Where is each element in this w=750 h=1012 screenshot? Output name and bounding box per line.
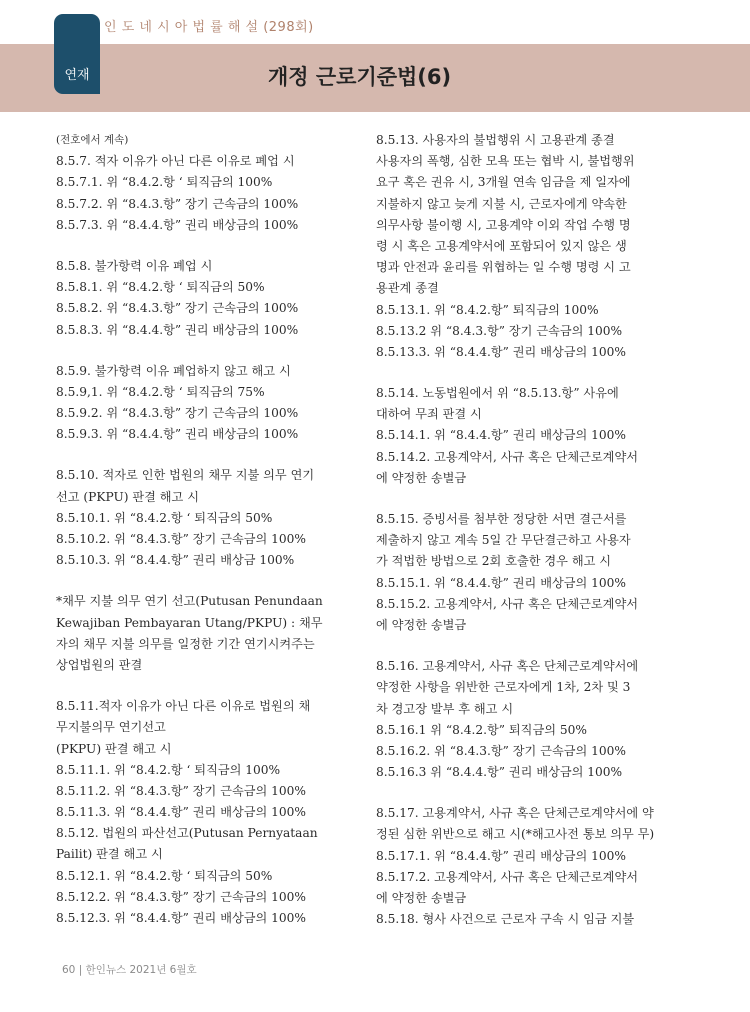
text-line: 8.5.15.2. 고용계약서, 사규 혹은 단체근로계약서 bbox=[376, 596, 639, 611]
text-line: 8.5.10.3. 위 “8.4.4.항” 권리 배상금 100% bbox=[56, 553, 295, 568]
left-column bbox=[56, 130, 348, 929]
text-line: 8.5.17.1. 위 “8.4.4.항” 권리 배상금의 100% bbox=[376, 848, 627, 863]
text-line: 8.5.13.1. 위 “8.4.2.항” 퇴직금의 100% bbox=[376, 302, 599, 317]
text-line: 8.5.9,1. 위 “8.4.2.항 ‘ 퇴직금의 75% bbox=[56, 384, 265, 399]
right-column bbox=[376, 130, 672, 930]
text-line: 8.5.14.1. 위 “8.4.4.항” 권리 배상금의 100% bbox=[376, 428, 627, 443]
text-line: 8.5.13. 사용자의 불법행위 시 고용관계 종결 bbox=[376, 133, 615, 147]
text-line: *채무 지불 의무 연기 선고(Putusan Penundaan bbox=[56, 594, 323, 609]
text-line: 8.5.12.2. 위 “8.4.3.항” 장기 근속금의 100% bbox=[56, 889, 307, 904]
text-line: 용관계 종결 bbox=[376, 281, 439, 296]
text-line: 8.5.17. 고용계약서, 사규 혹은 단체근로계약서에 약 bbox=[376, 806, 654, 821]
text-line: 요구 혹은 권유 시, 3개월 연속 임금을 제 일자에 bbox=[376, 175, 631, 190]
text-line: Pailit) 판결 해고 시 bbox=[56, 847, 163, 862]
text-line: 약정한 사항을 위반한 근로자에게 1차, 2차 및 3 bbox=[376, 680, 631, 695]
text-line: 의무사항 불이행 시, 고용계약 이외 작업 수행 명 bbox=[376, 217, 631, 232]
text-line: 8.5.10. 적자로 인한 법원의 채무 지불 의무 연기 bbox=[56, 468, 315, 483]
text-line: 8.5.10.2. 위 “8.4.3.항” 장기 근속금의 100% bbox=[56, 532, 307, 546]
text-line: Kewajiban Pembayaran Utang/PKPU) : 채무 bbox=[56, 615, 323, 630]
text-line: 8.5.12.3. 위 “8.4.4.항” 권리 배상금의 100% bbox=[56, 911, 307, 925]
text-line: 8.5.15. 증빙서를 첨부한 정당한 서면 결근서를 bbox=[376, 512, 627, 526]
text-line: 8.5.12.1. 위 “8.4.2.항 ‘ 퇴직금의 50% bbox=[56, 868, 273, 883]
section-tab-label: 연재 bbox=[64, 68, 90, 83]
text-line: 가 적법한 방법으로 2회 호출한 경우 해고 시 bbox=[376, 554, 612, 569]
paragraph-gap bbox=[376, 489, 672, 509]
text-line: 대하여 무죄 판결 시 bbox=[376, 407, 482, 422]
series-title: 인 도 네 시 아 법 률 해 설 (298회) bbox=[104, 20, 314, 35]
text-line: 8.5.16. 고용계약서, 사규 혹은 단체근로계약서에 bbox=[376, 659, 639, 674]
text-line: 8.5.7.1. 위 “8.4.2.항 ‘ 퇴직금의 100% bbox=[56, 175, 273, 190]
text-line: 8.5.10.1. 위 “8.4.2.항 ‘ 퇴직금의 50% bbox=[56, 510, 273, 525]
text-line: 8.5.8.2. 위 “8.4.3.항” 장기 근속금의 100% bbox=[56, 301, 299, 316]
text-line: 8.5.8.3. 위 “8.4.4.항” 권리 배상금의 100% bbox=[56, 322, 299, 337]
paragraph-gap bbox=[376, 783, 672, 803]
text-line: (PKPU) 판결 해고 시 bbox=[56, 741, 172, 756]
article-title: 개정 근로기준법(6) bbox=[268, 65, 452, 89]
paragraph-gap bbox=[56, 571, 348, 591]
paragraph-gap bbox=[56, 341, 348, 361]
paragraph-gap bbox=[56, 445, 348, 465]
text-line: 선고 (PKPU) 판결 해고 시 bbox=[56, 489, 199, 504]
text-line: 제출하지 않고 계속 5일 간 무단결근하고 사용자 bbox=[376, 533, 631, 548]
text-line: 8.5.11.적자 이유가 아닌 다른 이유로 법원의 채 bbox=[56, 699, 311, 714]
paragraph-gap bbox=[56, 676, 348, 696]
text-line: 차 경고장 발부 후 해고 시 bbox=[376, 701, 514, 716]
text-line: 8.5.9. 불가항력 이유 폐업하지 않고 해고 시 bbox=[56, 363, 291, 378]
text-line: 8.5.9.2. 위 “8.4.3.항” 장기 근속금의 100% bbox=[56, 406, 299, 421]
text-line: 8.5.9.3. 위 “8.4.4.항” 권리 배상금의 100% bbox=[56, 427, 299, 442]
text-line: 8.5.13.3. 위 “8.4.4.항” 권리 배상금의 100% bbox=[376, 344, 627, 359]
text-line: 8.5.16.1 위 “8.4.2.항” 퇴직금의 50% bbox=[376, 722, 587, 737]
text-line: 8.5.7.2. 위 “8.4.3.항” 장기 근속금의 100% bbox=[56, 196, 299, 211]
text-line: 지불하지 않고 늦게 지불 시, 근로자에게 약속한 bbox=[376, 196, 627, 211]
text-line: 정된 심한 위반으로 해고 시(*해고사전 통보 의무 무) bbox=[376, 827, 655, 842]
text-line: 8.5.14. 노동법원에서 위 “8.5.13.항” 사유에 bbox=[376, 386, 619, 401]
text-line: 무지불의무 연기선고 bbox=[56, 720, 166, 735]
text-line: 명과 안전과 윤리를 위협하는 일 수행 명령 시 고 bbox=[376, 260, 631, 275]
text-line: 사용자의 폭행, 심한 모욕 또는 협박 시, 불법행위 bbox=[376, 154, 635, 169]
text-line: 8.5.12. 법원의 파산선고(Putusan Pernyataan bbox=[56, 826, 318, 841]
text-line: 자의 채무 지불 의무를 일정한 기간 연기시켜주는 bbox=[56, 636, 315, 651]
page-footer: 60 | 한인뉴스 2021년 6월호 bbox=[62, 964, 197, 976]
text-line: 8.5.17.2. 고용계약서, 사규 혹은 단체근로계약서 bbox=[376, 869, 639, 884]
text-line: 에 약정한 송별금 bbox=[376, 617, 467, 632]
text-line: 8.5.16.3 위 “8.4.4.항” 권리 배상금의 100% bbox=[376, 765, 623, 780]
text-line: 8.5.8. 불가항력 이유 폐업 시 bbox=[56, 258, 213, 273]
text-line: 8.5.18. 형사 사건으로 근로자 구속 시 임금 지불 bbox=[376, 912, 635, 927]
text-line: (전호에서 계속) bbox=[56, 134, 129, 146]
text-line: 8.5.8.1. 위 “8.4.2.항 ‘ 퇴직금의 50% bbox=[56, 280, 265, 295]
text-line: 8.5.14.2. 고용계약서, 사규 혹은 단체근로계약서 bbox=[376, 449, 639, 464]
text-line: 에 약정한 송별금 bbox=[376, 470, 467, 485]
text-line: 8.5.11.1. 위 “8.4.2.항 ‘ 퇴직금의 100% bbox=[56, 762, 281, 777]
text-line: 8.5.11.3. 위 “8.4.4.항” 권리 배상금의 100% bbox=[56, 805, 307, 820]
paragraph-gap bbox=[56, 236, 348, 256]
text-line: 8.5.7. 적자 이유가 아닌 다른 이유로 폐업 시 bbox=[56, 154, 295, 169]
text-line: 상업법원의 판결 bbox=[56, 657, 143, 672]
text-line: 8.5.7.3. 위 “8.4.4.항” 권리 배상금의 100% bbox=[56, 217, 299, 232]
text-line: 에 약정한 송별금 bbox=[376, 891, 467, 905]
text-line: 8.5.15.1. 위 “8.4.4.항” 권리 배상금의 100% bbox=[376, 575, 627, 590]
paragraph-gap bbox=[376, 636, 672, 656]
paragraph-gap bbox=[376, 363, 672, 383]
text-line: 령 시 혹은 고용계약서에 포함되어 있지 않은 생 bbox=[376, 238, 627, 253]
text-line: 8.5.13.2 위 “8.4.3.항” 장기 근속금의 100% bbox=[376, 323, 623, 338]
text-line: 8.5.11.2. 위 “8.4.3.항” 장기 근속금의 100% bbox=[56, 783, 307, 798]
text-line: 8.5.16.2. 위 “8.4.3.항” 장기 근속금의 100% bbox=[376, 743, 627, 758]
